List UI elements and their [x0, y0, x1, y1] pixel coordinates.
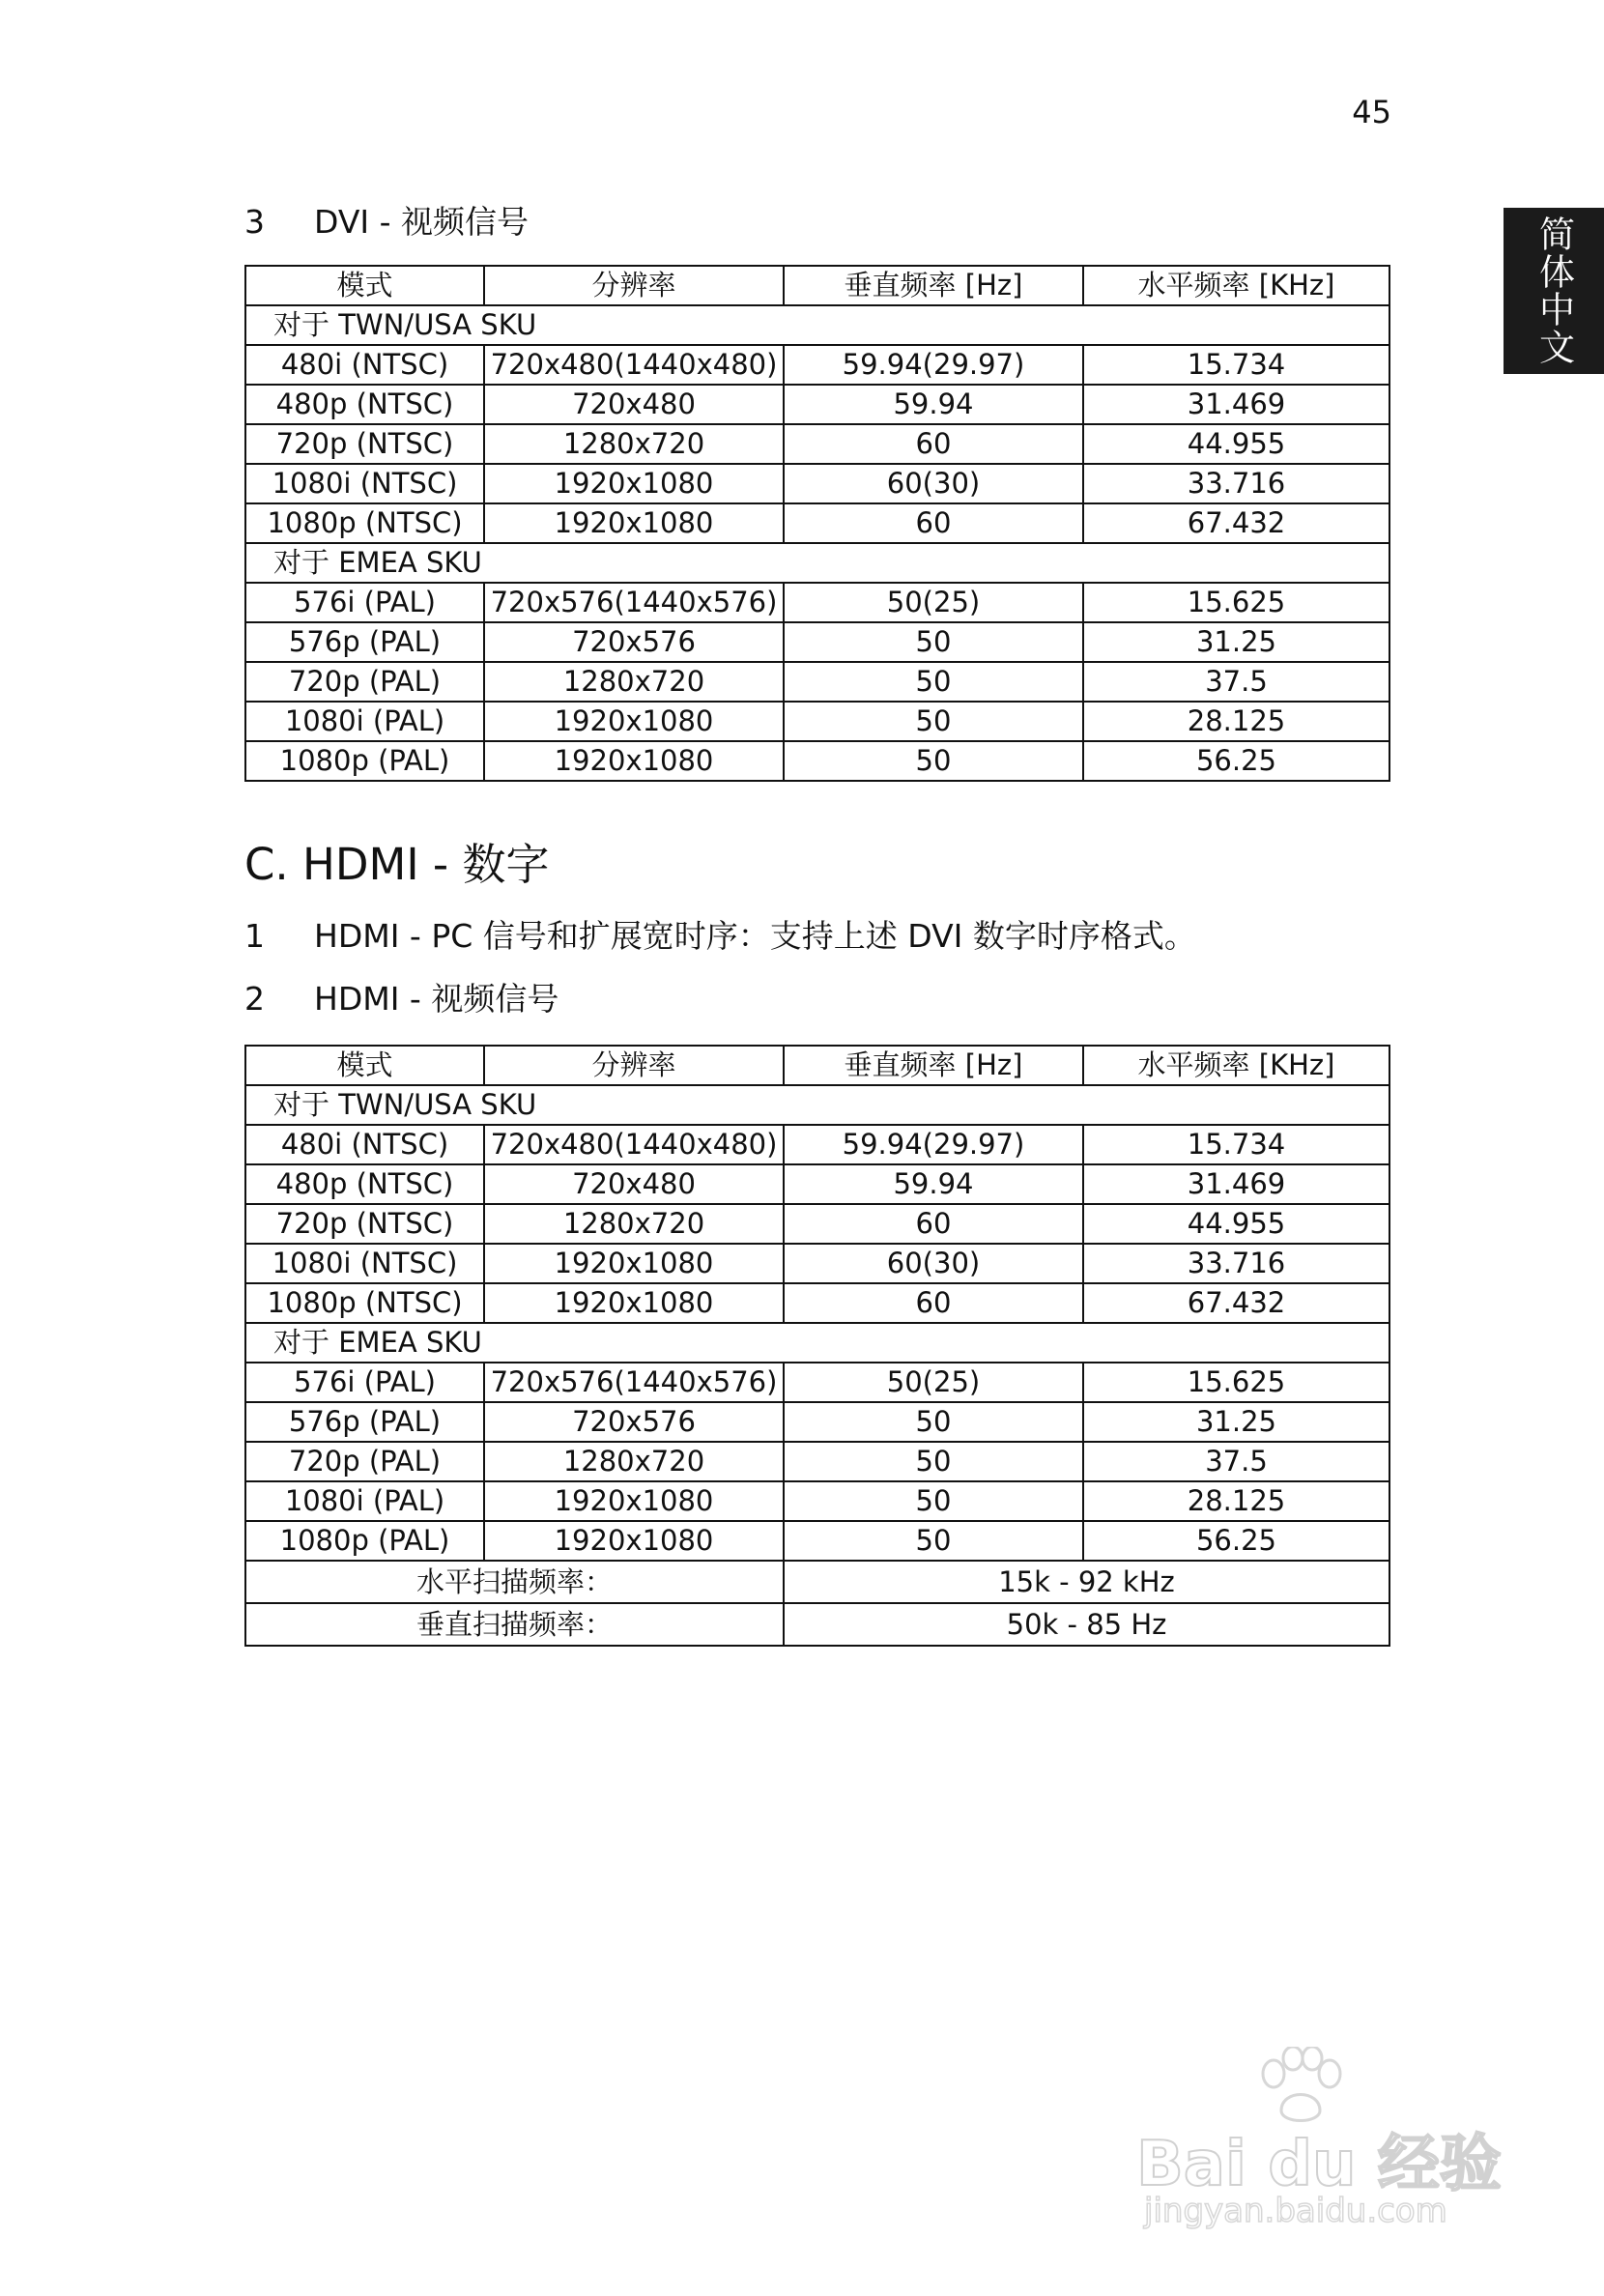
- cell-vertical-frequency: 50: [784, 702, 1083, 741]
- cell-horizontal-frequency: 31.25: [1083, 622, 1389, 662]
- baidu-jingyan-watermark: [1129, 2047, 1507, 2236]
- cell-mode: 1080i (PAL): [245, 702, 484, 741]
- cell-resolution: 720x480: [484, 385, 784, 424]
- table-header-row: [245, 266, 1389, 305]
- cell-horizontal-frequency: 15.625: [1083, 583, 1389, 622]
- cell-vertical-frequency: 60(30): [784, 1244, 1083, 1283]
- cell-mode: 1080p (NTSC): [245, 503, 484, 543]
- cell-horizontal-frequency: 31.469: [1083, 385, 1389, 424]
- group-label-twn-usa: 对于 TWN/USA SKU: [245, 1085, 1389, 1125]
- table-row: [245, 1125, 1389, 1164]
- vertical-scan-value: 50k - 85 Hz: [784, 1603, 1389, 1646]
- language-side-tab-label: 简体中文: [1532, 215, 1575, 366]
- cell-horizontal-frequency: 37.5: [1083, 1442, 1389, 1481]
- cell-horizontal-frequency: 28.125: [1083, 702, 1389, 741]
- cell-mode: 720p (NTSC): [245, 424, 484, 464]
- table-row: [245, 1521, 1389, 1561]
- cell-resolution: 720x480: [484, 1164, 784, 1204]
- hdmi-video-heading-number: 2: [244, 980, 265, 1018]
- cell-mode: 1080p (PAL): [245, 1521, 484, 1561]
- table-header-row: [245, 1046, 1389, 1085]
- dvi-video-heading-text: DVI - 视频信号: [314, 203, 530, 241]
- scan-row-horizontal: [245, 1561, 1389, 1603]
- table-row: [245, 583, 1389, 622]
- table-row: [245, 1363, 1389, 1402]
- hdmi-video-heading-text: HDMI - 视频信号: [314, 980, 559, 1018]
- hdmi-pc-signal-item-number: 1: [244, 917, 265, 955]
- dvi-video-heading: [244, 201, 529, 244]
- cell-vertical-frequency: 50: [784, 741, 1083, 781]
- cell-mode: 720p (NTSC): [245, 1204, 484, 1244]
- cell-vertical-frequency: 50: [784, 1442, 1083, 1481]
- cell-resolution: 1920x1080: [484, 464, 784, 503]
- group-label-emea: 对于 EMEA SKU: [245, 543, 1389, 583]
- cell-horizontal-frequency: 33.716: [1083, 464, 1389, 503]
- cell-vertical-frequency: 60: [784, 1204, 1083, 1244]
- hdmi-section-title: C. HDMI - 数字: [244, 839, 550, 890]
- cell-vertical-frequency: 50: [784, 662, 1083, 702]
- dvi-timing-table: [244, 265, 1390, 782]
- table-row: [245, 662, 1389, 702]
- cell-vertical-frequency: 59.94(29.97): [784, 345, 1083, 385]
- cell-vertical-frequency: 60: [784, 424, 1083, 464]
- cell-mode: 1080p (NTSC): [245, 1283, 484, 1323]
- group-row: [245, 1085, 1389, 1125]
- hdmi-pc-signal-item: [244, 915, 1196, 958]
- cell-mode: 576p (PAL): [245, 622, 484, 662]
- cell-horizontal-frequency: 67.432: [1083, 1283, 1389, 1323]
- cell-vertical-frequency: 50: [784, 1481, 1083, 1521]
- cell-mode: 1080i (NTSC): [245, 1244, 484, 1283]
- watermark-brand-text: Bai du 经验: [1136, 2129, 1502, 2200]
- cell-horizontal-frequency: 15.734: [1083, 345, 1389, 385]
- cell-mode: 480p (NTSC): [245, 1164, 484, 1204]
- hdmi-timing-table: [244, 1045, 1390, 1647]
- cell-resolution: 1920x1080: [484, 503, 784, 543]
- cell-vertical-frequency: 59.94: [784, 1164, 1083, 1204]
- cell-mode: 720p (PAL): [245, 1442, 484, 1481]
- table-row: [245, 345, 1389, 385]
- cell-vertical-frequency: 50(25): [784, 1363, 1083, 1402]
- cell-resolution: 720x576: [484, 622, 784, 662]
- cell-vertical-frequency: 60(30): [784, 464, 1083, 503]
- cell-resolution: 1920x1080: [484, 1283, 784, 1323]
- horizontal-scan-label: 水平扫描频率：: [245, 1561, 784, 1603]
- cell-resolution: 1280x720: [484, 424, 784, 464]
- table-row: [245, 741, 1389, 781]
- cell-mode: 480i (NTSC): [245, 1125, 484, 1164]
- table-row: [245, 385, 1389, 424]
- table-row: [245, 1402, 1389, 1442]
- table-row: [245, 464, 1389, 503]
- group-label-twn-usa: 对于 TWN/USA SKU: [245, 305, 1389, 345]
- cell-horizontal-frequency: 67.432: [1083, 503, 1389, 543]
- watermark-url-text: jingyan.baidu.com: [1144, 2192, 1447, 2230]
- group-row: [245, 305, 1389, 345]
- cell-mode: 1080i (PAL): [245, 1481, 484, 1521]
- cell-horizontal-frequency: 56.25: [1083, 741, 1389, 781]
- cell-horizontal-frequency: 31.469: [1083, 1164, 1389, 1204]
- cell-mode: 720p (PAL): [245, 662, 484, 702]
- language-side-tab: [1504, 208, 1604, 374]
- cell-horizontal-frequency: 44.955: [1083, 1204, 1389, 1244]
- table-row: [245, 503, 1389, 543]
- cell-resolution: 1920x1080: [484, 1481, 784, 1521]
- cell-horizontal-frequency: 33.716: [1083, 1244, 1389, 1283]
- table-row: [245, 1204, 1389, 1244]
- cell-mode: 480p (NTSC): [245, 385, 484, 424]
- cell-resolution: 720x480(1440x480): [484, 1125, 784, 1164]
- column-header-mode: 模式: [245, 1046, 484, 1085]
- cell-vertical-frequency: 50(25): [784, 583, 1083, 622]
- cell-resolution: 1280x720: [484, 1442, 784, 1481]
- table-row: [245, 622, 1389, 662]
- page-number: 45: [1352, 94, 1391, 130]
- column-header-vertical-frequency: 垂直频率 [Hz]: [784, 266, 1083, 305]
- column-header-horizontal-frequency: 水平频率 [KHz]: [1083, 1046, 1389, 1085]
- table-row: [245, 424, 1389, 464]
- group-row: [245, 1323, 1389, 1363]
- cell-mode: 576p (PAL): [245, 1402, 484, 1442]
- cell-horizontal-frequency: 44.955: [1083, 424, 1389, 464]
- vertical-scan-label: 垂直扫描频率：: [245, 1603, 784, 1646]
- cell-horizontal-frequency: 56.25: [1083, 1521, 1389, 1561]
- cell-resolution: 1920x1080: [484, 1521, 784, 1561]
- cell-resolution: 720x576: [484, 1402, 784, 1442]
- cell-horizontal-frequency: 37.5: [1083, 662, 1389, 702]
- cell-mode: 576i (PAL): [245, 583, 484, 622]
- table-row: [245, 1164, 1389, 1204]
- group-label-emea: 对于 EMEA SKU: [245, 1323, 1389, 1363]
- scan-row-vertical: [245, 1603, 1389, 1646]
- cell-horizontal-frequency: 15.625: [1083, 1363, 1389, 1402]
- cell-mode: 1080p (PAL): [245, 741, 484, 781]
- cell-vertical-frequency: 50: [784, 622, 1083, 662]
- cell-resolution: 1280x720: [484, 1204, 784, 1244]
- cell-resolution: 720x576(1440x576): [484, 583, 784, 622]
- column-header-mode: 模式: [245, 266, 484, 305]
- column-header-resolution: 分辨率: [484, 266, 784, 305]
- cell-resolution: 1280x720: [484, 662, 784, 702]
- cell-mode: 1080i (NTSC): [245, 464, 484, 503]
- dvi-video-heading-number: 3: [244, 203, 265, 241]
- cell-resolution: 1920x1080: [484, 1244, 784, 1283]
- cell-vertical-frequency: 59.94: [784, 385, 1083, 424]
- cell-resolution: 1920x1080: [484, 741, 784, 781]
- cell-mode: 576i (PAL): [245, 1363, 484, 1402]
- cell-resolution: 1920x1080: [484, 702, 784, 741]
- cell-vertical-frequency: 59.94(29.97): [784, 1125, 1083, 1164]
- table-row: [245, 1481, 1389, 1521]
- table-row: [245, 1442, 1389, 1481]
- cell-vertical-frequency: 50: [784, 1521, 1083, 1561]
- hdmi-video-heading: [244, 978, 559, 1020]
- cell-horizontal-frequency: 15.734: [1083, 1125, 1389, 1164]
- table-row: [245, 1244, 1389, 1283]
- cell-resolution: 720x576(1440x576): [484, 1363, 784, 1402]
- cell-vertical-frequency: 60: [784, 1283, 1083, 1323]
- cell-horizontal-frequency: 31.25: [1083, 1402, 1389, 1442]
- cell-mode: 480i (NTSC): [245, 345, 484, 385]
- group-row: [245, 543, 1389, 583]
- column-header-vertical-frequency: 垂直频率 [Hz]: [784, 1046, 1083, 1085]
- table-row: [245, 1283, 1389, 1323]
- cell-resolution: 720x480(1440x480): [484, 345, 784, 385]
- table-row: [245, 702, 1389, 741]
- cell-horizontal-frequency: 28.125: [1083, 1481, 1389, 1521]
- hdmi-pc-signal-item-text: HDMI - PC 信号和扩展宽时序：支持上述 DVI 数字时序格式。: [314, 917, 1196, 955]
- cell-vertical-frequency: 50: [784, 1402, 1083, 1442]
- column-header-resolution: 分辨率: [484, 1046, 784, 1085]
- horizontal-scan-value: 15k - 92 kHz: [784, 1561, 1389, 1603]
- column-header-horizontal-frequency: 水平频率 [KHz]: [1083, 266, 1389, 305]
- cell-vertical-frequency: 60: [784, 503, 1083, 543]
